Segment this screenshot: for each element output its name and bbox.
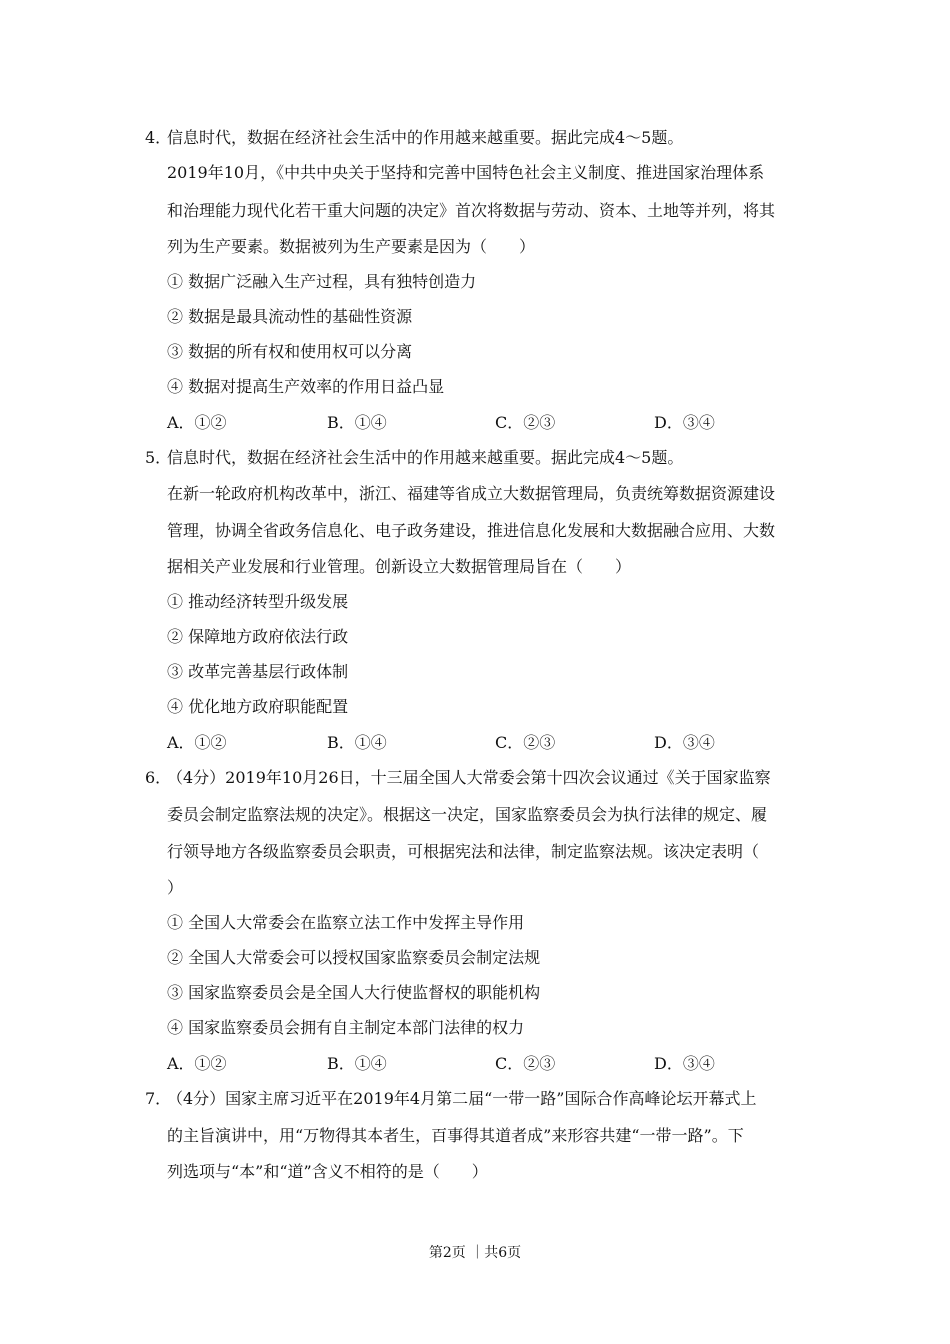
question-number: 6． xyxy=(145,768,172,787)
question-heading-text: （4分）国家主席习近平在2019年4月第二届“一带一路”国际合作高峰论坛开幕式上 xyxy=(167,1089,757,1108)
question-4-stem-line: 列为生产要素。数据被列为生产要素是因为（ ） xyxy=(167,237,536,256)
choice-d: D．③④ xyxy=(654,413,715,432)
choice-a: A．①② xyxy=(167,413,227,432)
question-6-statement: ③ 国家监察委员会是全国人大行使监督权的职能机构 xyxy=(167,983,541,1002)
question-5-choices xyxy=(167,731,767,755)
question-4-stem-line: 和治理能力现代化若干重大问题的决定》首次将数据与劳动、资本、土地等并列，将其 xyxy=(167,201,776,220)
question-6-choices xyxy=(167,1052,767,1076)
question-5-stem-line: 据相关产业发展和行业管理。创新设立大数据管理局旨在（ ） xyxy=(167,557,632,576)
choice-b: B．①④ xyxy=(327,733,387,752)
question-6-stem-line: 行领导地方各级监察委员会职责，可根据宪法和法律，制定监察法规。该决定表明（ xyxy=(167,842,760,861)
question-4-statement: ② 数据是最具流动性的基础性资源 xyxy=(167,307,413,326)
choice-c: C．②③ xyxy=(495,1054,556,1073)
question-6-statement: ④ 国家监察委员会拥有自主制定本部门法律的权力 xyxy=(167,1018,525,1037)
question-number: 5． xyxy=(145,448,172,467)
choice-a: A．①② xyxy=(167,1054,227,1073)
question-6-stem-line: ） xyxy=(167,878,184,897)
choice-c: C．②③ xyxy=(495,733,556,752)
choice-d: D．③④ xyxy=(654,1054,715,1073)
question-5-stem-line: 管理，协调全省政务信息化、电子政务建设，推进信息化发展和大数据融合应用、大数 xyxy=(167,521,776,540)
question-5-stem-line: 在新一轮政府机构改革中，浙江、福建等省成立大数据管理局，负责统筹数据资源建设 xyxy=(167,484,776,503)
question-4-statement: ③ 数据的所有权和使用权可以分离 xyxy=(167,342,413,361)
question-6-stem-line: 委员会制定监察法规的决定》。根据这一决定，国家监察委员会为执行法律的规定、履 xyxy=(167,805,768,824)
choice-b: B．①④ xyxy=(327,1054,387,1073)
question-4-statement: ① 数据广泛融入生产过程，具有独特创造力 xyxy=(167,272,477,291)
question-7-stem-line: 的主旨演讲中，用“万物得其本者生，百事得其道者成”来形容共建“一带一路”。下 xyxy=(167,1126,744,1145)
question-5-statement: ② 保障地方政府依法行政 xyxy=(167,627,349,646)
question-6-statement: ① 全国人大常委会在监察立法工作中发挥主导作用 xyxy=(167,913,525,932)
question-5-statement: ③ 改革完善基层行政体制 xyxy=(167,662,349,681)
page-footer: 第2页 ｜共6页 xyxy=(428,1245,522,1261)
choice-b: B．①④ xyxy=(327,413,387,432)
question-4-choices xyxy=(167,411,767,435)
choice-d: D．③④ xyxy=(654,733,715,752)
question-7-heading xyxy=(145,1087,815,1111)
choice-c: C．②③ xyxy=(495,413,556,432)
question-5-statement: ④ 优化地方政府职能配置 xyxy=(167,697,349,716)
question-5-statement: ① 推动经济转型升级发展 xyxy=(167,592,349,611)
question-heading-text: 信息时代，数据在经济社会生活中的作用越来越重要。据此完成4～5题。 xyxy=(167,448,684,467)
question-number: 4． xyxy=(145,128,172,147)
question-6-statement: ② 全国人大常委会可以授权国家监察委员会制定法规 xyxy=(167,948,541,967)
question-6-heading xyxy=(145,766,815,790)
question-number: 7． xyxy=(145,1089,172,1108)
question-heading-text: 信息时代，数据在经济社会生活中的作用越来越重要。据此完成4～5题。 xyxy=(167,128,684,147)
question-7-stem-line: 列选项与“本”和“道”含义不相符的是（ ） xyxy=(167,1162,488,1181)
choice-a: A．①② xyxy=(167,733,227,752)
question-4-heading xyxy=(145,126,815,150)
question-4-stem-line: 2019年10月，《中共中央关于坚持和完善中国特色社会主义制度、推进国家治理体系 xyxy=(167,163,765,182)
question-4-statement: ④ 数据对提高生产效率的作用日益凸显 xyxy=(167,377,445,396)
question-5-heading xyxy=(145,446,815,470)
question-heading-text: （4分）2019年10月26日，十三届全国人大常委会第十四次会议通过《关于国家监察 xyxy=(167,768,771,787)
